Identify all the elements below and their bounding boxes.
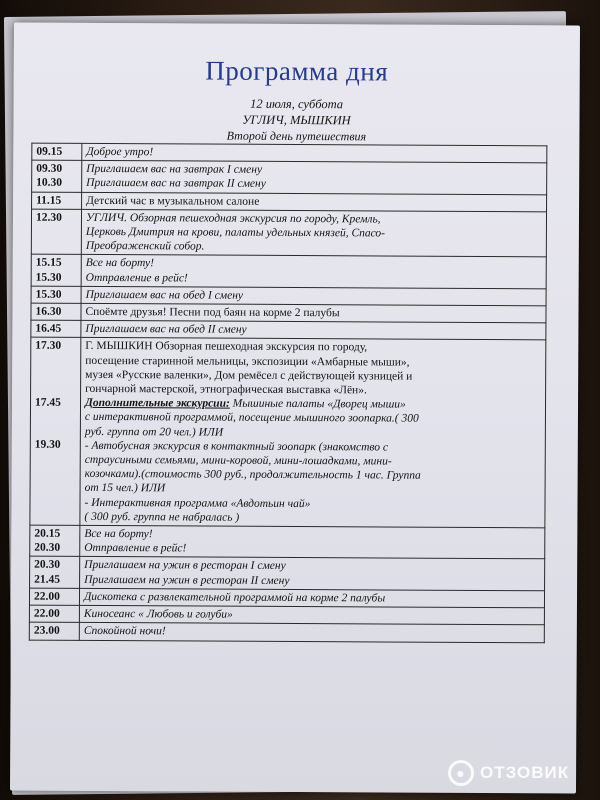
day-line: Второй день путешествия [226, 128, 367, 144]
event-cell: Все на борту! Отправление в рейс! [80, 525, 545, 559]
event-cell: Дискотека с развлекательной программой на корме 2 палубы [79, 588, 544, 608]
time-cell: 11.15 [32, 192, 82, 209]
table-row [30, 338, 546, 528]
event-cell: Спокойной ночи! [79, 623, 544, 643]
time-cell: 22.00 [29, 605, 79, 622]
otzovik-logo-icon: ● [448, 760, 474, 786]
date-line: 12 июля, суббота [250, 96, 344, 112]
time-cell: 20.30 21.45 [30, 557, 80, 589]
time-cell: 20.15 20.30 [30, 525, 80, 557]
table-row [30, 557, 545, 591]
page-title: Программа дня [205, 55, 389, 87]
table-row [30, 525, 545, 559]
event-cell: Киносеанс « Любовь и голуби» [79, 605, 544, 625]
event-cell: Приглашаем вас на завтрак I смену Приглашаем вас на завтрак II смену [82, 161, 547, 195]
table-row [31, 255, 546, 289]
extra-excursions-heading: Дополнительные экскурсии: [84, 397, 230, 410]
time-cell: 17.30 17.45 19.30 [30, 338, 81, 526]
event-cell: УГЛИЧ. Обзорная пешеходная экскурсия по городу, Кремль, Церковь Дмитрия на крови, палаты удельных князей, Спасо- Преображенский собор. [81, 209, 546, 257]
time-cell: 12.30 [31, 209, 81, 255]
event-cell: Детский час в музыкальном салоне [82, 192, 547, 212]
program-sheet [10, 23, 580, 794]
time-cell: 15.15 15.30 [31, 255, 81, 287]
event-cell: Приглашаем вас на обед I смену [81, 286, 546, 306]
event-cell: Споёмте друзья! Песни под баян на корме 2 палубы [81, 303, 546, 323]
event-cell: Приглашаем вас на обед II смену [81, 321, 546, 341]
table-row [29, 622, 544, 642]
event-cell: Все на борту! Отправление в рейс! [81, 255, 546, 289]
event-cell: Г. МЫШКИН Обзорная пешеходная экскурсия по городу, посещение старинной мельницы, экспозиции «Амбарные мыши», музея «Русские валенки», Дом ремёсел с действующей кузницей и гончарной мастерской, этнографическая выставка «Лён». Дополнительные экскурсии: Мышиные палаты «Дворец мыши» с интерактивной программой, посещение мышиного зоопарка.( 300 руб. группа от 20 чел.) ИЛИ - Автобусная экскурсия в контактный зоопарк (знакомство с страусиными семьями, мини-коровой, мини-лошадками, мини- козочками).(стоимость 300 руб., продолжительность 1 час. Группа от 15 чел.) ИЛИ - Интерактивная программа «Авдотьин чай» ( 300 руб. группа не набралась ) [80, 338, 546, 528]
time-cell: 22.00 [29, 588, 79, 605]
time-cell: 15.30 [31, 286, 81, 303]
time-cell: 16.45 [31, 320, 81, 337]
otzovik-watermark [448, 756, 598, 790]
event-cell: Приглашаем на ужин в ресторан I смену Приглашаем на ужин в ресторан II смену [80, 557, 545, 591]
schedule-table [29, 143, 548, 643]
table-row [32, 160, 547, 194]
time-cell: 09.30 10.30 [32, 160, 82, 192]
table-row [31, 209, 546, 257]
time-cell: 23.00 [29, 622, 79, 639]
time-cell: 16.30 [31, 303, 81, 320]
time-cell: 09.15 [32, 143, 82, 160]
watermark-text: ОТЗОВИК [480, 763, 570, 782]
event-cell: Доброе утро! [82, 143, 547, 163]
place-line: УГЛИЧ, МЫШКИН [242, 112, 351, 128]
